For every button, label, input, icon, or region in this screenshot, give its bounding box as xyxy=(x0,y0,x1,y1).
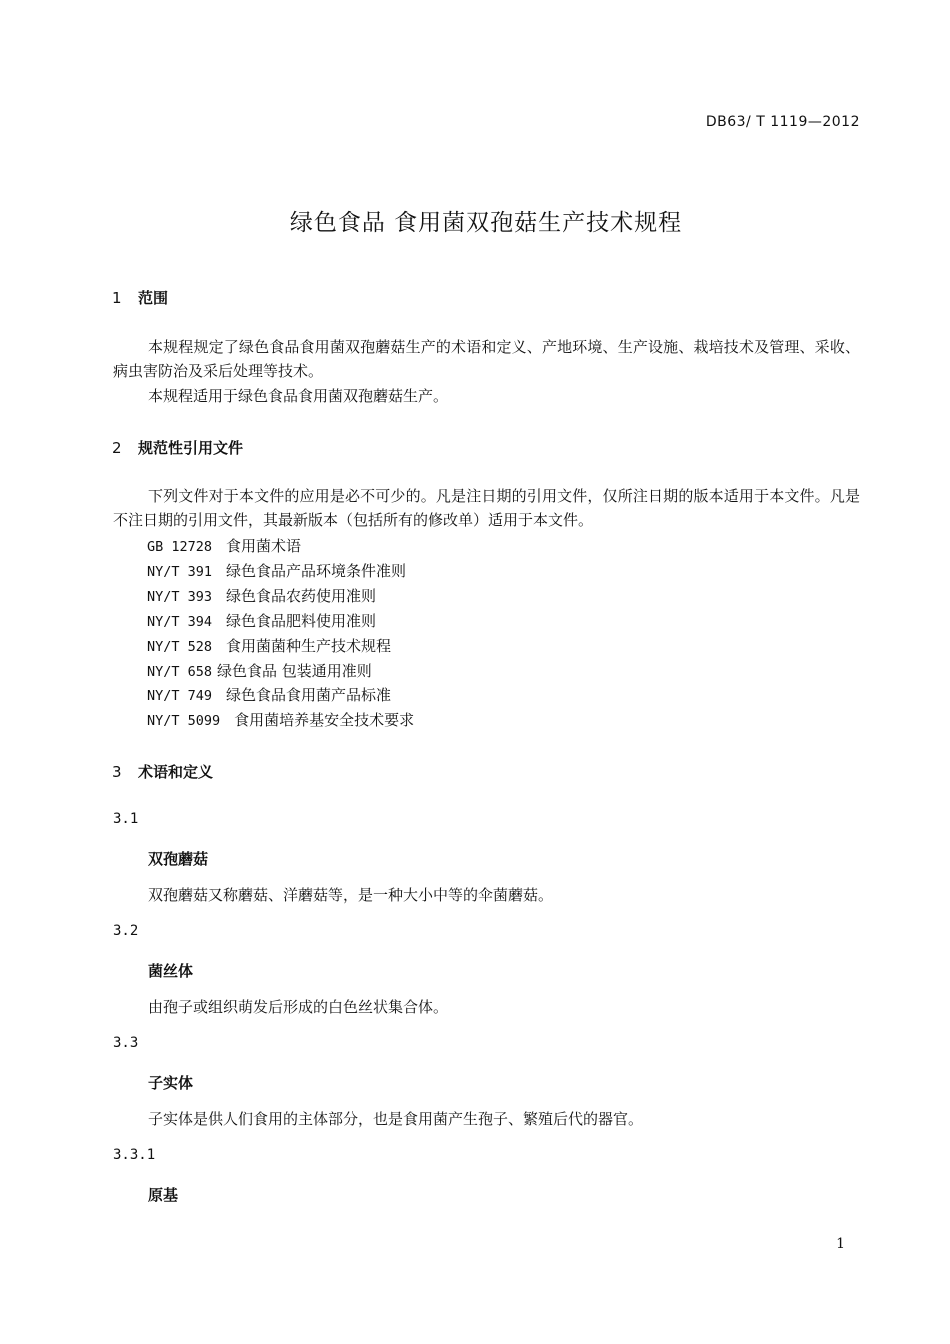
reference-code: NY/T 528 xyxy=(147,639,213,655)
reference-name: 绿色食品肥料使用准则 xyxy=(226,612,377,630)
reference-item xyxy=(147,585,376,606)
term-definition: 子实体是供人们食用的主体部分，也是食用菌产生孢子、繁殖后代的器官。 xyxy=(148,1110,644,1128)
subsection-number: 3.3 xyxy=(113,1035,139,1051)
subsection-number: 3.3.1 xyxy=(113,1147,156,1163)
reference-name: 绿色食品产品环境条件准则 xyxy=(226,562,407,580)
reference-item xyxy=(147,709,414,730)
reference-name: 食用菌培养基安全技术要求 xyxy=(234,711,415,729)
reference-code: NY/T 391 xyxy=(147,564,213,580)
section-heading xyxy=(112,761,213,782)
reference-name: 食用菌术语 xyxy=(226,537,302,555)
page-number: 1 xyxy=(836,1236,845,1252)
reference-name: 绿色食品 包装通用准则 xyxy=(217,662,372,680)
section-title: 范围 xyxy=(138,289,169,307)
section-number: 2 xyxy=(112,439,122,457)
section-heading xyxy=(112,437,243,458)
paragraph: 本规程适用于绿色食品食用菌双孢蘑菇生产。 xyxy=(148,387,449,405)
reference-item xyxy=(147,684,391,705)
reference-code: NY/T 393 xyxy=(147,589,213,605)
subsection-number: 3.2 xyxy=(113,923,139,939)
section-number: 1 xyxy=(112,289,122,307)
paragraph: 本规程规定了绿色食品食用菌双孢蘑菇生产的术语和定义、产地环境、生产设施、栽培技术及管理、采收、病虫害防治及采后处理等技术。 xyxy=(113,338,860,380)
term-definition: 由孢子或组织萌发后形成的白色丝状集合体。 xyxy=(148,998,449,1016)
reference-code: NY/T 658 xyxy=(147,664,213,680)
section-heading xyxy=(112,287,168,308)
section-title: 术语和定义 xyxy=(138,763,214,781)
section-title: 规范性引用文件 xyxy=(138,439,244,457)
subsection-number: 3.1 xyxy=(113,811,139,827)
reference-item xyxy=(147,535,301,556)
standard-code: DB63/ T 1119—2012 xyxy=(705,114,860,130)
reference-item xyxy=(147,660,372,681)
reference-name: 绿色食品农药使用准则 xyxy=(226,587,377,605)
reference-item xyxy=(147,560,406,581)
term-name: 子实体 xyxy=(148,1074,194,1092)
term-name: 原基 xyxy=(148,1186,179,1204)
reference-code: NY/T 749 xyxy=(147,688,213,704)
term-name: 菌丝体 xyxy=(148,962,194,980)
document-title: 绿色食品 食用菌双孢菇生产技术规程 xyxy=(289,210,683,236)
section-number: 3 xyxy=(112,763,122,781)
reference-code: NY/T 394 xyxy=(147,614,213,630)
reference-name: 食用菌菌种生产技术规程 xyxy=(226,637,392,655)
reference-code: GB 12728 xyxy=(147,539,213,555)
reference-code: NY/T 5099 xyxy=(147,713,221,729)
paragraph: 下列文件对于本文件的应用是必不可少的。凡是注日期的引用文件，仅所注日期的版本适用于本文件。凡是不注日期的引用文件，其最新版本（包括所有的修改单）适用于本文件。 xyxy=(113,487,860,529)
reference-item xyxy=(147,635,391,656)
term-definition: 双孢蘑菇又称蘑菇、洋蘑菇等，是一种大小中等的伞菌蘑菇。 xyxy=(148,886,554,904)
reference-item xyxy=(147,610,376,631)
reference-name: 绿色食品食用菌产品标准 xyxy=(226,686,392,704)
term-name: 双孢蘑菇 xyxy=(148,850,209,868)
